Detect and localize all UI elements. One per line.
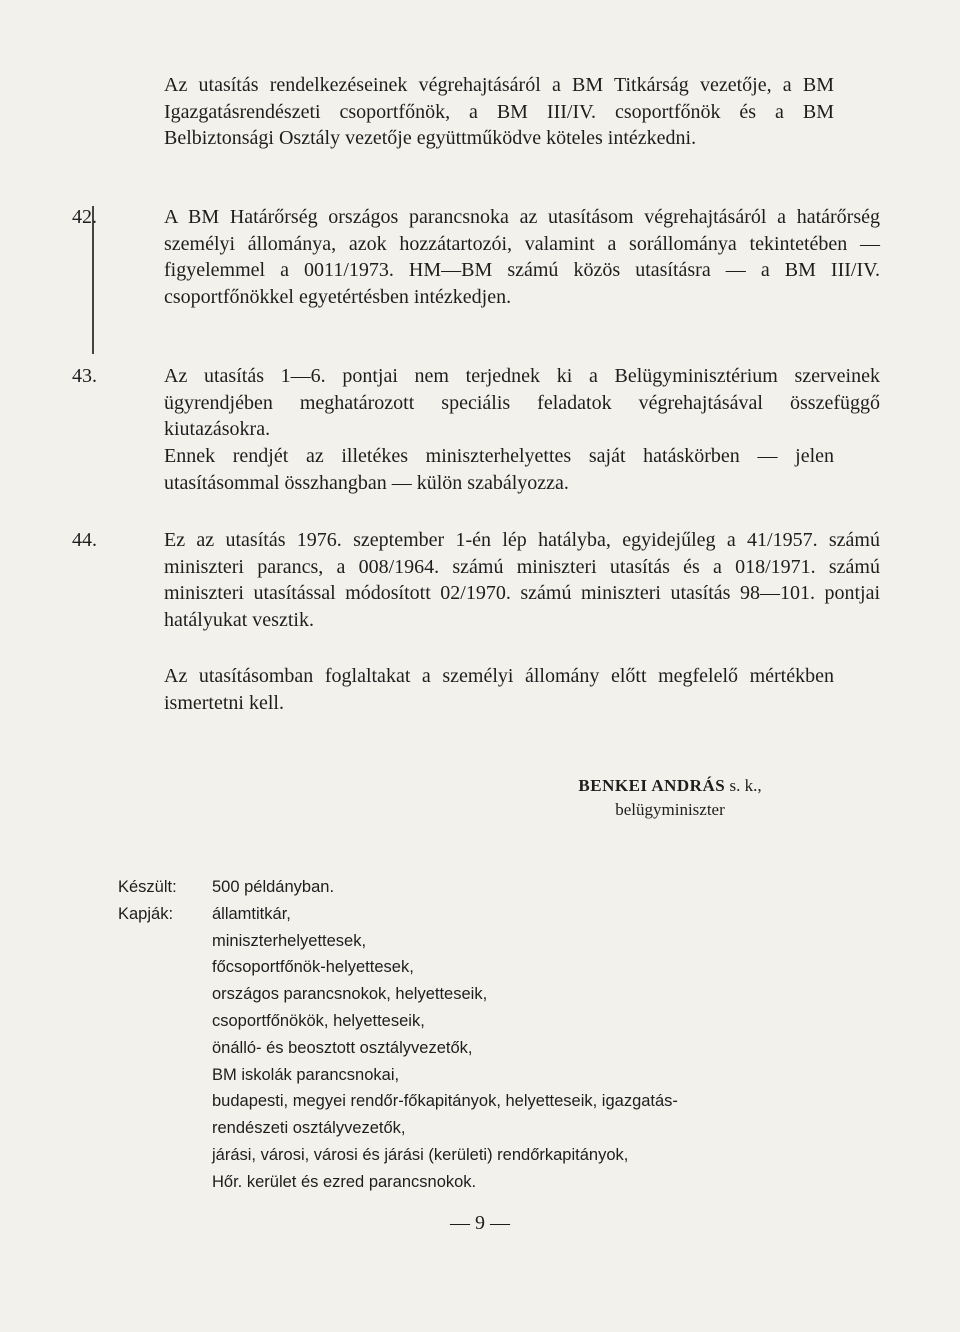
point-number-44: 44.: [72, 529, 97, 551]
paragraph-point-43: [72, 363, 880, 443]
recipient-item: miniszterhelyettesek,: [212, 931, 367, 950]
recipient-item: államtitkár,: [212, 904, 291, 923]
signatory-title: belügyminiszter: [615, 800, 725, 819]
signature-line: [540, 774, 800, 798]
paragraph-intro: Az utasítás rendelkezéseinek végrehajtásáról a BM Titkárság vezetője, a BM Igazgatásrendészeti csoportfőnök, a BM III/IV. csoportfőnök és a BM Belbiztonsági Osztály vezetője együttműködve köteles intézkedni.: [164, 74, 834, 149]
recipient-item: főcsoportfőnök-helyettesek,: [212, 958, 414, 977]
page-number: — 9 —: [450, 1212, 510, 1234]
recipient-item: budapesti, megyei rendőr-főkapitányok, helyetteseik, igazgatás-: [212, 1092, 678, 1111]
paragraph-point-43-continuation: Ennek rendjét az illetékes miniszterhelyettes saját hatáskörben — jelen utasításommal összhangban — külön szabályozza.: [164, 445, 834, 494]
signatory-name: BENKEI ANDRÁS: [578, 776, 726, 795]
recipients-label: Kapják:: [118, 904, 174, 923]
copies-label: Készült:: [118, 878, 177, 896]
recipient-item: rendészeti osztályvezetők,: [212, 1119, 406, 1138]
point-number-42: 42.: [72, 206, 97, 228]
distribution-list: [118, 874, 838, 1196]
signature-block: [540, 774, 800, 822]
point-43-text: Az utasítás 1—6. pontjai nem terjednek ki a Belügyminisztérium szerveinek ügyrendjében meghatározott speciális feladatok végrehajtásával összefüggő kiutazásokra.: [164, 365, 880, 440]
point-44-text: Ez az utasítás 1976. szeptember 1-én lép hatályba, egyidejűleg a 41/1957. számú miniszteri parancs, a 008/1964. számú miniszteri utasítás és a 018/1971. számú miniszteri utasítással módosított 02/1970. számú miniszteri utasítás 98—101. pontjai hatályukat vesztik.: [164, 529, 880, 631]
recipient-item: önálló- és beosztott osztályvezetők,: [212, 1038, 473, 1057]
paragraph-point-44-continuation: Az utasításomban foglaltakat a személyi állomány előtt megfelelő mértékben ismertetni kell.: [164, 665, 834, 714]
point-number-43: 43.: [72, 365, 97, 387]
point-42-text: A BM Határőrség országos parancsnoka az utasításom végrehajtásáról a határőrség személyi állománya, azok hozzátartozói, valamint a sorállománya tekintetében — figyelemmel a 0011/1973. HM—BM számú közös utasításra — a BM III/IV. csoportfőnökkel egyetértésben intézkedjen.: [164, 206, 880, 308]
paragraph-point-44: [72, 527, 880, 633]
recipient-item: BM iskolák parancsnokai,: [212, 1065, 400, 1084]
recipients-row: [118, 901, 838, 928]
recipient-item: csoportfőnökök, helyetteseik,: [212, 1011, 425, 1030]
paragraph-point-42: [72, 204, 880, 310]
copies-row: [118, 874, 838, 901]
recipient-item: országos parancsnokok, helyetteseik,: [212, 985, 488, 1004]
copies-value: 500 példányban.: [212, 878, 335, 896]
recipient-item: Hőr. kerület és ezred parancsnokok.: [212, 1172, 477, 1191]
signatory-suffix: s. k.,: [725, 776, 762, 795]
recipient-item: járási, városi, városi és járási (kerületi) rendőrkapitányok,: [212, 1145, 629, 1164]
